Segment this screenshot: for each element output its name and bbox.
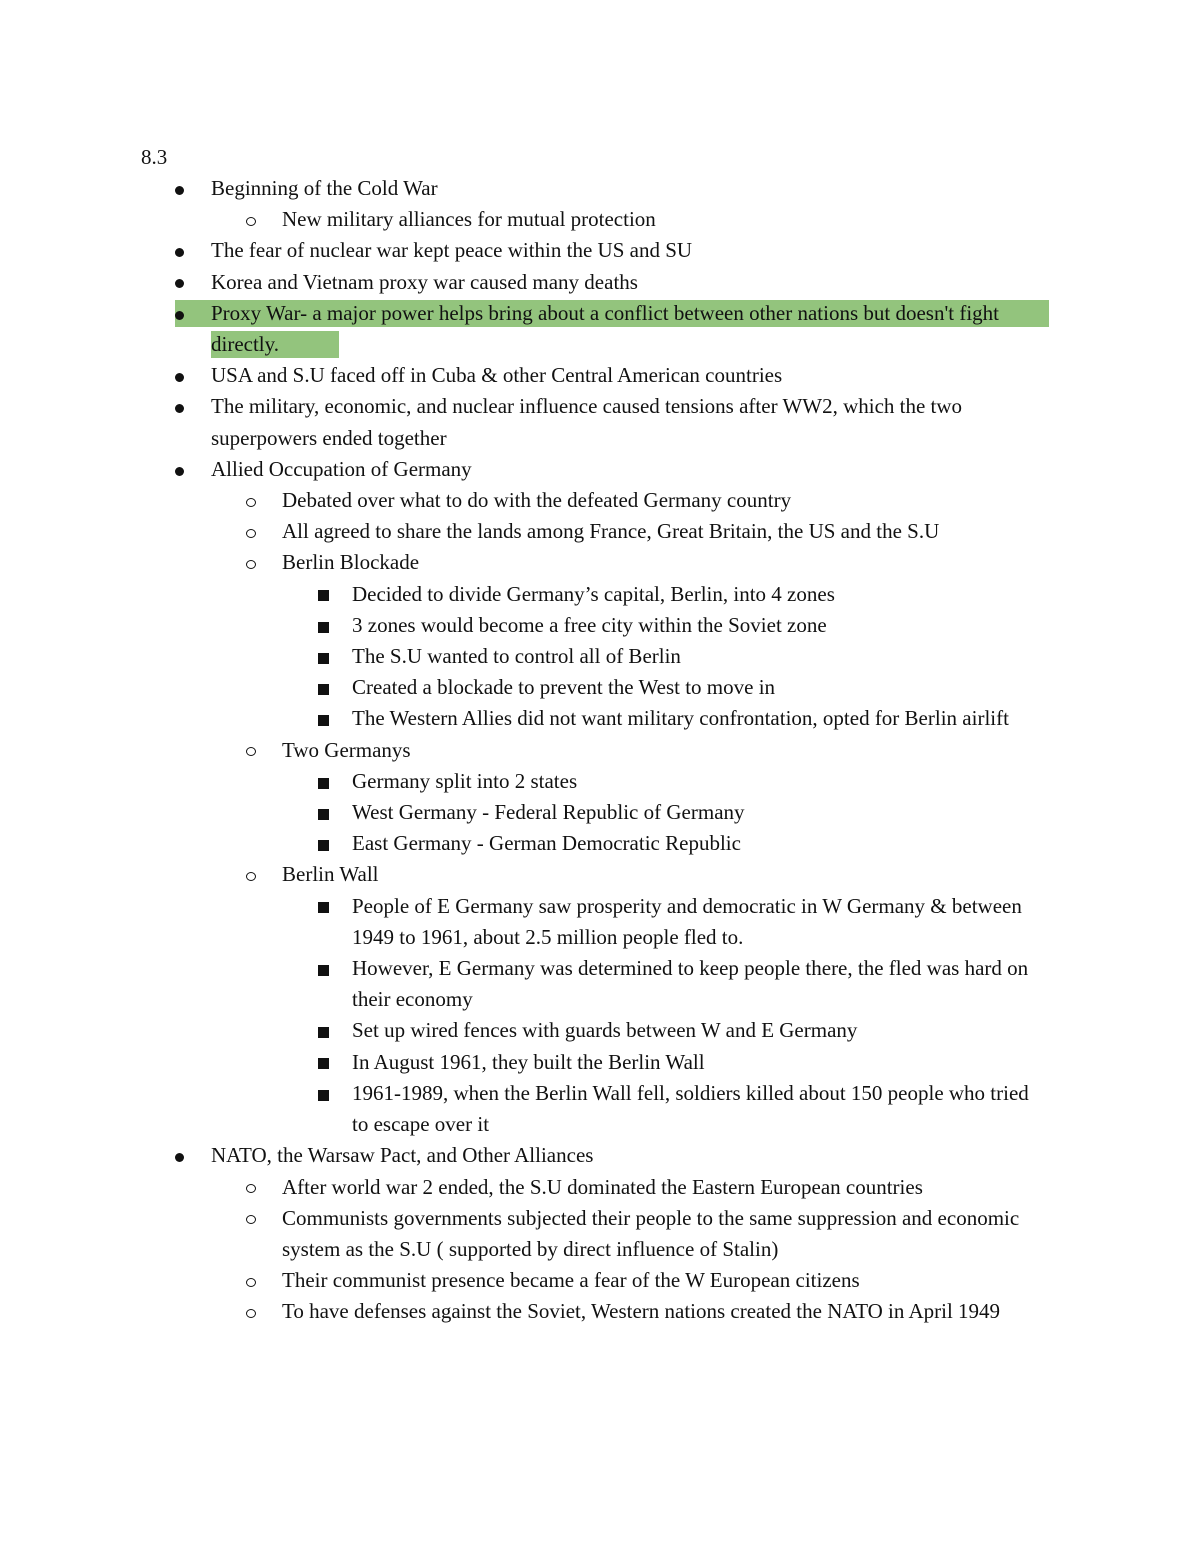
list-item-level-3 [352,891,1042,953]
list-item-level-2 [282,1172,1042,1203]
list-item-level-1 [211,173,1051,204]
hollow-circle-bullet-icon [246,485,256,516]
list-item-text: All agreed to share the lands among France, Great Britain, the US and the S.U [282,519,940,544]
list-item-level-3 [352,579,1042,610]
square-bullet-icon [318,891,329,922]
hollow-circle-bullet-icon [246,547,256,578]
list-item-level-3 [352,766,1042,797]
list-item-level-2 [282,859,1042,890]
filled-circle-bullet-icon [175,298,184,329]
list-item-text: Beginning of the Cold War [211,176,438,200]
list-item-level-1 [211,1140,1051,1171]
hollow-circle-bullet-icon [246,516,256,547]
hollow-circle-bullet-icon [246,204,256,235]
list-item-text: Debated over what to do with the defeated Germany country [282,488,792,513]
list-item-text: The military, economic, and nuclear influence caused tensions after WW2, which the two superpowers ended together [211,394,963,450]
list-item-text: Berlin Blockade [282,550,420,575]
list-item-level-2 [282,485,1042,516]
square-bullet-icon [318,641,329,672]
notes-outline [0,173,1200,1328]
list-item-text: 3 zones would become a free city within the Soviet zone [352,612,827,637]
list-item-level-2 [282,516,1042,547]
square-bullet-icon [318,828,329,859]
list-item-text: West Germany - Federal Republic of Germany [352,800,745,825]
square-bullet-icon [318,672,329,703]
list-item-text: However, E Germany was determined to keep people there, the fled was hard on their economy [352,956,1029,1012]
hollow-circle-bullet-icon [246,1296,256,1327]
filled-circle-bullet-icon [175,391,184,422]
list-item-text: Decided to divide Germany’s capital, Berlin, into 4 zones [352,581,835,606]
list-item-level-2 [282,204,1042,235]
list-item-level-3 [352,1015,1042,1046]
list-item-level-3 [352,672,1042,703]
list-item-level-2 [282,735,1042,766]
list-item-text: East Germany - German Democratic Republic [352,831,741,856]
filled-circle-bullet-icon [175,1140,184,1171]
filled-circle-bullet-icon [175,235,184,266]
list-item-text: Proxy War- a major power helps bring about a conflict between other nations but doesn't fight directly. [211,300,1000,357]
square-bullet-icon [318,766,329,797]
list-item-level-2 [282,547,1042,578]
list-item-text: Set up wired fences with guards between W and E Germany [352,1018,858,1043]
filled-circle-bullet-icon [175,267,184,298]
list-item-text: Communists governments subjected their people to the same suppression and economic system as the S.U ( supported by direct influence of Stalin) [282,1205,1020,1261]
square-bullet-icon [318,579,329,610]
list-item-text: Korea and Vietnam proxy war caused many deaths [211,269,638,294]
filled-circle-bullet-icon [175,454,184,485]
list-item-text: Their communist presence became a fear of the W European citizens [282,1268,860,1293]
section-heading: 8.3 [141,145,168,169]
list-item-text: 1961-1989, when the Berlin Wall fell, soldiers killed about 150 people who tried to escape over it [352,1080,1029,1137]
list-item-text: The Western Allies did not want military confrontation, opted for Berlin airlift [352,706,1009,731]
filled-circle-bullet-icon [175,173,184,204]
list-item-text: To have defenses against the Soviet, Western nations created the NATO in April 1949 [282,1299,1001,1324]
list-item-text: Berlin Wall [282,862,379,887]
hollow-circle-bullet-icon [246,859,256,890]
filled-circle-bullet-icon [175,360,184,391]
list-item-text: Two Germanys [282,737,411,762]
list-item-text: After world war 2 ended, the S.U dominated the Eastern European countries [282,1174,923,1199]
list-item-level-1 [211,235,1051,266]
hollow-circle-bullet-icon [246,1203,256,1234]
list-item-level-1 [211,267,1051,298]
list-item-level-2 [282,1203,1042,1265]
square-bullet-icon [318,703,329,734]
list-item-level-3 [352,610,1042,641]
list-item-level-3 [352,797,1042,828]
list-item-level-3 [352,1047,1042,1078]
list-item-text: Created a blockade to prevent the West to move in [352,675,776,700]
list-item-text: Allied Occupation of Germany [211,456,472,481]
list-item-text: Germany split into 2 states [352,768,578,793]
list-item-text: USA and S.U faced off in Cuba & other Central American countries [211,363,783,388]
list-item-level-3 [352,641,1042,672]
square-bullet-icon [318,610,329,641]
square-bullet-icon [318,1015,329,1046]
square-bullet-icon [318,1078,329,1109]
list-item-level-1 [211,454,1051,485]
list-item-level-3 [352,1078,1042,1140]
list-item-text: New military alliances for mutual protection [282,207,656,232]
list-item-level-2 [282,1265,1042,1296]
list-item-level-1 [211,298,1051,360]
list-item-text: People of E Germany saw prosperity and democratic in W Germany & between 1949 to 1961, about 2.5 million people fled to. [352,893,1022,949]
square-bullet-icon [318,1047,329,1078]
list-item-level-3 [352,703,1042,734]
list-item-level-3 [352,828,1042,859]
hollow-circle-bullet-icon [246,1265,256,1296]
list-item-text: The fear of nuclear war kept peace within the US and SU [211,238,693,263]
hollow-circle-bullet-icon [246,1172,256,1203]
list-item-text: In August 1961, they built the Berlin Wall [352,1049,705,1074]
list-item-text: The S.U wanted to control all of Berlin [352,644,681,669]
hollow-circle-bullet-icon [246,735,256,766]
list-item-level-2 [282,1296,1042,1327]
list-item-level-1 [211,391,1051,453]
list-item-level-3 [352,953,1042,1015]
list-item-level-1 [211,360,1051,391]
list-item-text: NATO, the Warsaw Pact, and Other Alliances [211,1143,594,1168]
square-bullet-icon [318,797,329,828]
square-bullet-icon [318,953,329,984]
